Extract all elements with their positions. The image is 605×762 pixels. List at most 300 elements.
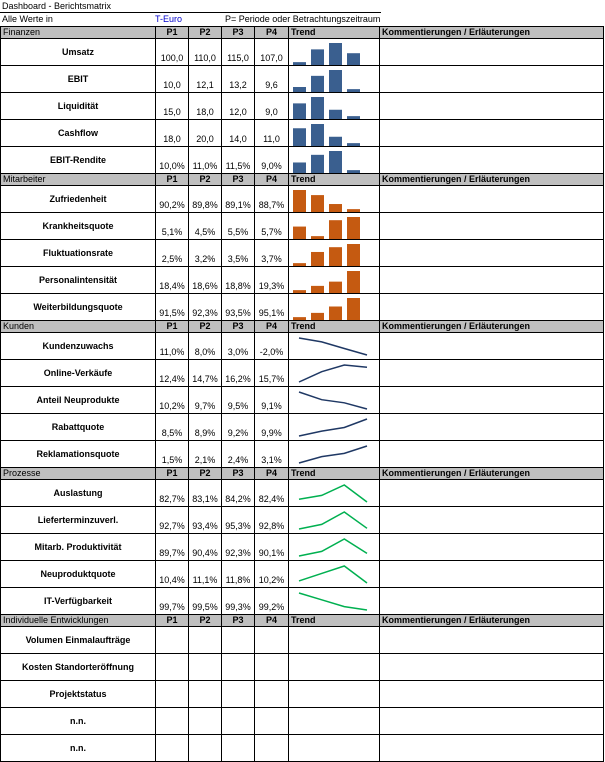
comment-cell[interactable]	[380, 240, 604, 267]
table-row	[1, 708, 604, 735]
value-p3: 92,3%	[222, 534, 255, 561]
value-p4: 92,8%	[255, 507, 289, 534]
sparkline	[289, 241, 378, 266]
trend-bar	[329, 220, 342, 239]
trend-bar	[347, 217, 360, 239]
table-row	[1, 534, 604, 561]
report-title: Dashboard - Berichtsmatrix	[0, 0, 381, 13]
value-p1: 100,0	[156, 39, 189, 66]
value-p1: 11,0%	[156, 333, 189, 360]
trend-bar	[311, 124, 324, 146]
trend-bar	[329, 282, 342, 293]
value-p3: 95,3%	[222, 507, 255, 534]
value-p4: 99,2%	[255, 588, 289, 615]
trend-cell	[289, 267, 380, 294]
section-title: Finanzen	[1, 27, 156, 39]
value-p2: 92,3%	[189, 294, 222, 321]
value-p3: 18,8%	[222, 267, 255, 294]
sparkline	[289, 268, 378, 293]
comment-cell[interactable]	[380, 507, 604, 534]
value-p4: 3,7%	[255, 240, 289, 267]
trend-bar	[293, 227, 306, 239]
value-p4: 82,4%	[255, 480, 289, 507]
trend-cell	[289, 240, 380, 267]
table-row	[1, 735, 604, 762]
trend-cell	[289, 66, 380, 93]
kpi-label: Personalintensität	[1, 267, 156, 294]
comment-cell[interactable]	[380, 147, 604, 174]
table-row	[1, 93, 604, 120]
kpi-label: Kundenzuwachs	[1, 333, 156, 360]
value-p4: 90,1%	[255, 534, 289, 561]
trend-bar	[347, 271, 360, 293]
value-p1: 10,2%	[156, 387, 189, 414]
trend-cell	[289, 561, 380, 588]
trend-bar	[311, 97, 324, 119]
value-p1: 90,2%	[156, 186, 189, 213]
value-p3: 9,5%	[222, 387, 255, 414]
value-p3: 16,2%	[222, 360, 255, 387]
trend-cell	[289, 534, 380, 561]
value-p4: 15,7%	[255, 360, 289, 387]
column-header-trend: Trend	[289, 27, 380, 39]
comment-cell[interactable]	[380, 441, 604, 468]
kpi-label: Mitarb. Produktivität	[1, 534, 156, 561]
value-p2: 93,4%	[189, 507, 222, 534]
value-p1: 15,0	[156, 93, 189, 120]
value-p1: 91,5%	[156, 294, 189, 321]
trend-bar	[293, 87, 306, 92]
sparkline	[289, 295, 378, 320]
column-header-p3: P3	[222, 174, 255, 186]
trend-line	[299, 338, 367, 355]
table-row	[1, 681, 604, 708]
kpi-label: Online-Verkäufe	[1, 360, 156, 387]
value-p1: 12,4%	[156, 360, 189, 387]
trend-bar	[347, 89, 360, 92]
kpi-label: Zufriedenheit	[1, 186, 156, 213]
value-p4: 95,1%	[255, 294, 289, 321]
column-header-p2: P2	[189, 468, 222, 480]
sparkline	[289, 67, 378, 92]
value-p1	[156, 708, 189, 735]
period-note: P= Periode oder Betrachtungszeitraum	[225, 14, 381, 24]
value-p4: 9,0%	[255, 147, 289, 174]
sparkline	[289, 334, 378, 359]
sparkline	[289, 187, 378, 212]
value-p3: 115,0	[222, 39, 255, 66]
trend-cell	[289, 735, 380, 762]
sparkline	[289, 442, 378, 467]
value-p3: 11,8%	[222, 561, 255, 588]
trend-line	[299, 539, 367, 556]
trend-bar	[347, 143, 360, 146]
trend-cell	[289, 93, 380, 120]
sparkline	[289, 508, 378, 533]
comment-cell[interactable]	[380, 120, 604, 147]
table-row	[1, 387, 604, 414]
sparkline	[289, 148, 378, 173]
value-p4: 88,7%	[255, 186, 289, 213]
value-p3: 13,2	[222, 66, 255, 93]
value-p3	[222, 654, 255, 681]
value-p1: 82,7%	[156, 480, 189, 507]
value-p4: 9,6	[255, 66, 289, 93]
sparkline	[289, 121, 378, 146]
trend-bar	[329, 307, 342, 320]
sparkline	[289, 415, 378, 440]
value-p3: 14,0	[222, 120, 255, 147]
column-header-p1: P1	[156, 615, 189, 627]
sparkline	[289, 40, 378, 65]
comment-cell[interactable]	[380, 387, 604, 414]
column-header-p4: P4	[255, 468, 289, 480]
trend-bar	[347, 209, 360, 212]
comment-cell[interactable]	[380, 66, 604, 93]
comment-cell[interactable]	[380, 681, 604, 708]
kpi-label: EBIT	[1, 66, 156, 93]
value-p2	[189, 654, 222, 681]
column-header-p4: P4	[255, 615, 289, 627]
trend-bar	[347, 116, 360, 119]
trend-bar	[329, 247, 342, 266]
value-p4	[255, 708, 289, 735]
comment-cell[interactable]	[380, 333, 604, 360]
column-header-p2: P2	[189, 615, 222, 627]
value-p4: 9,0	[255, 93, 289, 120]
value-p4: 19,3%	[255, 267, 289, 294]
table-row	[1, 414, 604, 441]
comment-cell[interactable]	[380, 267, 604, 294]
trend-bar	[329, 151, 342, 173]
value-p3: 93,5%	[222, 294, 255, 321]
section-header	[1, 468, 604, 480]
kpi-label: Fluktuationsrate	[1, 240, 156, 267]
trend-cell	[289, 387, 380, 414]
trend-bar	[311, 195, 324, 212]
table-row	[1, 588, 604, 615]
value-p3	[222, 708, 255, 735]
table-row	[1, 561, 604, 588]
trend-line	[299, 365, 367, 382]
table-row	[1, 66, 604, 93]
value-p1	[156, 681, 189, 708]
comment-cell[interactable]	[380, 213, 604, 240]
comment-cell[interactable]	[380, 480, 604, 507]
value-p2: 4,5%	[189, 213, 222, 240]
kpi-label: Auslastung	[1, 480, 156, 507]
trend-cell	[289, 360, 380, 387]
table-row	[1, 213, 604, 240]
value-p3: 3,0%	[222, 333, 255, 360]
value-p1	[156, 735, 189, 762]
trend-cell	[289, 333, 380, 360]
column-header-comments: Kommentierungen / Erläuterungen	[380, 321, 604, 333]
trend-bar	[329, 137, 342, 146]
table-row	[1, 507, 604, 534]
column-header-comments: Kommentierungen / Erläuterungen	[380, 468, 604, 480]
kpi-label: Weiterbildungsquote	[1, 294, 156, 321]
value-p2: 3,2%	[189, 240, 222, 267]
trend-line	[299, 593, 367, 610]
trend-bar	[293, 62, 306, 65]
comment-cell[interactable]	[380, 534, 604, 561]
value-p3	[222, 627, 255, 654]
value-p2	[189, 708, 222, 735]
sparkline	[289, 481, 378, 506]
value-p2: 20,0	[189, 120, 222, 147]
value-p2: 83,1%	[189, 480, 222, 507]
value-p2: 89,8%	[189, 186, 222, 213]
comment-cell[interactable]	[380, 561, 604, 588]
comment-cell[interactable]	[380, 708, 604, 735]
trend-line	[299, 419, 367, 436]
value-p2	[189, 735, 222, 762]
section-header	[1, 27, 604, 39]
value-p1: 8,5%	[156, 414, 189, 441]
kpi-label: Kosten Standorteröffnung	[1, 654, 156, 681]
column-header-p1: P1	[156, 321, 189, 333]
trend-cell	[289, 120, 380, 147]
comment-cell[interactable]	[380, 39, 604, 66]
sparkline	[289, 535, 378, 560]
comment-cell[interactable]	[380, 627, 604, 654]
value-p3: 99,3%	[222, 588, 255, 615]
section-title: Individuelle Entwicklungen	[1, 615, 156, 627]
value-p2: 2,1%	[189, 441, 222, 468]
column-header-p3: P3	[222, 468, 255, 480]
table-row	[1, 147, 604, 174]
column-header-p1: P1	[156, 174, 189, 186]
kpi-label: IT-Verfügbarkeit	[1, 588, 156, 615]
kpi-label: Neuproduktquote	[1, 561, 156, 588]
kpi-label: Cashflow	[1, 120, 156, 147]
trend-cell	[289, 654, 380, 681]
unit-value: T-Euro	[155, 14, 183, 24]
value-p2: 8,9%	[189, 414, 222, 441]
value-p4: 11,0	[255, 120, 289, 147]
column-header-p2: P2	[189, 174, 222, 186]
trend-bar	[311, 313, 324, 320]
trend-cell	[289, 213, 380, 240]
value-p2: 99,5%	[189, 588, 222, 615]
trend-bar	[347, 298, 360, 320]
value-p3: 89,1%	[222, 186, 255, 213]
value-p4: 5,7%	[255, 213, 289, 240]
column-header-p3: P3	[222, 27, 255, 39]
value-p3	[222, 681, 255, 708]
section-header	[1, 174, 604, 186]
trend-bar	[329, 70, 342, 92]
value-p4: 9,1%	[255, 387, 289, 414]
value-p2: 12,1	[189, 66, 222, 93]
section-header	[1, 615, 604, 627]
kpi-label: Lieferterminzuverl.	[1, 507, 156, 534]
kpi-label: n.n.	[1, 735, 156, 762]
trend-bar	[293, 190, 306, 212]
table-row	[1, 186, 604, 213]
kpi-label: EBIT-Rendite	[1, 147, 156, 174]
sparkline	[289, 388, 378, 413]
trend-cell	[289, 627, 380, 654]
comment-cell[interactable]	[380, 735, 604, 762]
kpi-label: Projektstatus	[1, 681, 156, 708]
value-p1: 18,0	[156, 120, 189, 147]
section-title: Mitarbeiter	[1, 174, 156, 186]
value-p3: 9,2%	[222, 414, 255, 441]
trend-line	[299, 485, 367, 502]
trend-bar	[293, 263, 306, 266]
table-row	[1, 333, 604, 360]
trend-line	[299, 392, 367, 409]
value-p1: 1,5%	[156, 441, 189, 468]
table-row	[1, 654, 604, 681]
comment-cell[interactable]	[380, 360, 604, 387]
value-p1: 18,4%	[156, 267, 189, 294]
kpi-label: Reklamationsquote	[1, 441, 156, 468]
trend-bar	[347, 53, 360, 65]
comment-cell[interactable]	[380, 186, 604, 213]
value-p4	[255, 735, 289, 762]
column-header-comments: Kommentierungen / Erläuterungen	[380, 174, 604, 186]
comment-cell[interactable]	[380, 294, 604, 321]
comment-cell[interactable]	[380, 414, 604, 441]
kpi-label: Rabattquote	[1, 414, 156, 441]
value-p1: 10,0	[156, 66, 189, 93]
trend-cell	[289, 588, 380, 615]
value-p4	[255, 627, 289, 654]
unit-label: Alle Werte in	[2, 14, 53, 24]
kpi-label: Liquidität	[1, 93, 156, 120]
sparkline	[289, 562, 378, 587]
section-header	[1, 321, 604, 333]
trend-bar	[311, 286, 324, 293]
trend-bar	[311, 252, 324, 266]
sparkline	[289, 94, 378, 119]
trend-cell	[289, 147, 380, 174]
trend-cell	[289, 708, 380, 735]
trend-cell	[289, 507, 380, 534]
table-row	[1, 240, 604, 267]
trend-bar	[293, 103, 306, 119]
value-p3: 84,2%	[222, 480, 255, 507]
value-p1: 5,1%	[156, 213, 189, 240]
sparkline	[289, 589, 378, 614]
column-header-p3: P3	[222, 321, 255, 333]
kpi-label: Krankheitsquote	[1, 213, 156, 240]
column-header-comments: Kommentierungen / Erläuterungen	[380, 27, 604, 39]
trend-cell	[289, 414, 380, 441]
trend-cell	[289, 294, 380, 321]
trend-bar	[347, 170, 360, 173]
column-header-p2: P2	[189, 321, 222, 333]
column-header-p4: P4	[255, 174, 289, 186]
value-p3: 11,5%	[222, 147, 255, 174]
column-header-p4: P4	[255, 321, 289, 333]
value-p1: 2,5%	[156, 240, 189, 267]
value-p1: 89,7%	[156, 534, 189, 561]
table-row	[1, 39, 604, 66]
trend-bar	[311, 236, 324, 239]
comment-cell[interactable]	[380, 93, 604, 120]
table-row	[1, 294, 604, 321]
value-p1: 10,0%	[156, 147, 189, 174]
trend-bar	[311, 76, 324, 92]
trend-bar	[293, 128, 306, 146]
value-p2: 8,0%	[189, 333, 222, 360]
table-row	[1, 627, 604, 654]
trend-bar	[293, 162, 306, 173]
column-header-p1: P1	[156, 468, 189, 480]
trend-bar	[311, 155, 324, 173]
trend-bar	[329, 110, 342, 119]
table-row	[1, 480, 604, 507]
value-p3	[222, 735, 255, 762]
trend-line	[299, 566, 367, 583]
column-header-trend: Trend	[289, 615, 380, 627]
trend-line	[299, 446, 367, 463]
comment-cell[interactable]	[380, 588, 604, 615]
value-p4	[255, 654, 289, 681]
value-p3: 5,5%	[222, 213, 255, 240]
value-p4: 10,2%	[255, 561, 289, 588]
sparkline	[289, 214, 378, 239]
value-p2: 9,7%	[189, 387, 222, 414]
value-p1	[156, 654, 189, 681]
value-p2	[189, 627, 222, 654]
value-p3: 3,5%	[222, 240, 255, 267]
table-row	[1, 267, 604, 294]
trend-bar	[293, 317, 306, 320]
value-p2: 11,0%	[189, 147, 222, 174]
value-p2	[189, 681, 222, 708]
trend-cell	[289, 480, 380, 507]
trend-bar	[293, 290, 306, 293]
kpi-label: Anteil Neuprodukte	[1, 387, 156, 414]
value-p3: 12,0	[222, 93, 255, 120]
value-p2: 90,4%	[189, 534, 222, 561]
value-p4: 107,0	[255, 39, 289, 66]
table-row	[1, 360, 604, 387]
trend-bar	[329, 43, 342, 65]
value-p2: 11,1%	[189, 561, 222, 588]
trend-bar	[311, 49, 324, 65]
value-p4	[255, 681, 289, 708]
column-header-p3: P3	[222, 615, 255, 627]
trend-cell	[289, 681, 380, 708]
section-title: Prozesse	[1, 468, 156, 480]
column-header-trend: Trend	[289, 174, 380, 186]
value-p4: -2,0%	[255, 333, 289, 360]
table-row	[1, 441, 604, 468]
column-header-p2: P2	[189, 27, 222, 39]
kpi-label: Volumen Einmalaufträge	[1, 627, 156, 654]
trend-cell	[289, 39, 380, 66]
trend-bar	[347, 244, 360, 266]
kpi-label: Umsatz	[1, 39, 156, 66]
value-p2: 18,0	[189, 93, 222, 120]
column-header-trend: Trend	[289, 468, 380, 480]
comment-cell[interactable]	[380, 654, 604, 681]
value-p2: 18,6%	[189, 267, 222, 294]
trend-cell	[289, 186, 380, 213]
column-header-p4: P4	[255, 27, 289, 39]
table-row	[1, 120, 604, 147]
column-header-comments: Kommentierungen / Erläuterungen	[380, 615, 604, 627]
trend-line	[299, 512, 367, 529]
value-p4: 9,9%	[255, 414, 289, 441]
value-p1: 99,7%	[156, 588, 189, 615]
